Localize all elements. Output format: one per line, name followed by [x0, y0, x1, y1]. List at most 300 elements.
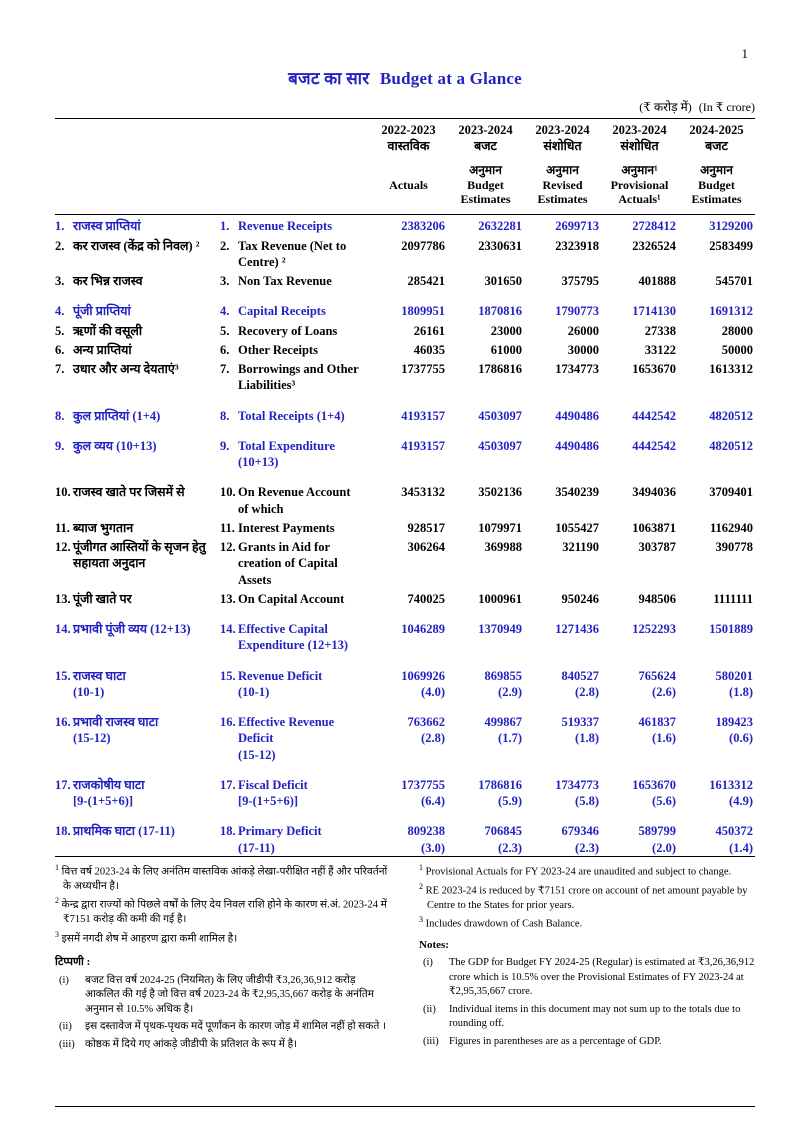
row-label-hindi — [55, 394, 220, 424]
cell — [678, 763, 755, 810]
label-line — [55, 591, 214, 607]
row-number: 4. — [55, 304, 65, 319]
cell-value: 928517 — [407, 520, 445, 535]
row-number: 17. — [55, 777, 71, 792]
note-label: (ii) — [423, 1003, 436, 1015]
cell — [678, 588, 755, 607]
cell — [601, 588, 678, 607]
cell — [524, 763, 601, 810]
cell-value: 189423 — [715, 715, 753, 730]
label-line — [220, 303, 364, 319]
cell-value: 4503097 — [478, 438, 522, 453]
cell-value: 4820512 — [709, 438, 753, 453]
row-label-english — [220, 470, 370, 517]
row-number: 18. — [220, 824, 236, 839]
cell-value: 390778 — [715, 540, 753, 555]
label-line — [220, 408, 364, 424]
footnote-item: $^2$ केन्द्र द्वारा राज्यों को पिछले वर्षों के लिए देय निवल राशि होने के कारण सं.अं. 2023-24 में ₹7151 करोड़ की कमी की गई है। — [55, 896, 387, 926]
column-header — [524, 119, 601, 215]
cell-value: 679346 — [561, 824, 599, 839]
footnote-marker: 2 — [419, 881, 423, 891]
row-label-english — [220, 289, 370, 319]
row-number: 12. — [220, 540, 236, 555]
column-hindi-sublabel: अनुमान — [700, 162, 733, 177]
cell — [524, 588, 601, 607]
column-subheader — [526, 163, 599, 207]
label-line — [220, 323, 364, 339]
cell — [601, 470, 678, 517]
cell-value: 4820512 — [709, 408, 753, 423]
row-number: 3. — [55, 274, 65, 289]
label-text: Fiscal Deficit — [238, 777, 308, 792]
cell — [678, 235, 755, 271]
cell — [678, 654, 755, 701]
cell-value: 809238 — [407, 824, 445, 839]
row-label-english — [220, 270, 370, 289]
cell-value: 706845 — [484, 824, 522, 839]
note-label: (i) — [59, 974, 69, 986]
table-row — [55, 809, 755, 856]
label-text: Effective Capital Expenditure (12+13) — [238, 622, 349, 653]
cell-percent-of-gdp: (4.0) — [421, 684, 445, 699]
cell — [678, 470, 755, 517]
label-text: Primary Deficit — [238, 824, 322, 839]
cell-value: 519337 — [561, 715, 599, 730]
cell — [370, 536, 447, 588]
cell-value: 1501889 — [709, 622, 753, 637]
cell — [601, 339, 678, 358]
cell — [370, 517, 447, 536]
cell-value: 740025 — [407, 591, 445, 606]
cell — [447, 358, 524, 394]
cell — [524, 235, 601, 271]
label-text: राजस्व खाते पर जिसमें से — [73, 485, 185, 500]
row-label-hindi — [55, 763, 220, 810]
label-line — [55, 342, 214, 358]
footnote-item: $^3$ Includes drawdown of Cash Balance. — [419, 915, 583, 930]
cell-value: 1370949 — [478, 622, 522, 637]
cell-value: 1613312 — [709, 777, 753, 792]
label-text: Effective Revenue Deficit — [238, 715, 335, 746]
label-line — [55, 621, 214, 637]
label-text: On Revenue Account of which — [238, 485, 351, 516]
cell-percent-of-gdp: (0.6) — [729, 731, 753, 746]
footnote-marker: 1 — [55, 862, 59, 872]
cell-percent-of-gdp: (2.3) — [498, 840, 522, 855]
cell-percent-of-gdp: (5.6) — [652, 794, 676, 809]
cell — [447, 394, 524, 424]
row-label-hindi — [55, 339, 220, 358]
row-number: 1. — [55, 219, 65, 234]
row-label-hindi — [55, 235, 220, 271]
note-text: Figures in parentheses are as a percentage of GDP. — [449, 1035, 662, 1047]
row-label-hindi — [55, 654, 220, 701]
cell — [447, 700, 524, 763]
cell-value: 4503097 — [478, 408, 522, 423]
label-formula: (15-12) — [238, 747, 276, 762]
cell — [601, 763, 678, 810]
row-number: 9. — [55, 438, 65, 453]
cell-value: 26000 — [567, 323, 599, 338]
label-line — [55, 823, 214, 839]
cell — [447, 607, 524, 654]
column-header — [370, 119, 447, 215]
row-label-english — [220, 809, 370, 856]
notes-heading: टिप्पणी : — [55, 955, 91, 968]
cell-value: 2323918 — [555, 238, 599, 253]
cell-value: 50000 — [721, 342, 753, 357]
unit-note — [55, 98, 755, 115]
cell — [370, 607, 447, 654]
column-hindi-label: संशोधित — [620, 139, 659, 154]
cell-value: 1653670 — [632, 777, 676, 792]
row-number: 13. — [55, 591, 71, 606]
cell — [370, 235, 447, 271]
cell-value: 2699713 — [555, 219, 599, 234]
cell — [601, 235, 678, 271]
cell-value: 2383206 — [401, 219, 445, 234]
cell-value: 61000 — [490, 342, 522, 357]
row-number: 15. — [220, 668, 236, 683]
label-text: प्रभावी राजस्व घाटा — [73, 715, 159, 730]
cell — [678, 320, 755, 339]
cell-percent-of-gdp: (2.0) — [652, 840, 676, 855]
row-number: 4. — [220, 304, 230, 319]
table-row — [55, 215, 755, 235]
cell-value: 1737755 — [401, 362, 445, 377]
cell-percent-of-gdp: (4.9) — [729, 794, 753, 809]
cell-value: 321190 — [562, 540, 599, 555]
cell-value: 303787 — [638, 540, 676, 555]
cell — [370, 809, 447, 856]
label-text: Revenue Receipts — [238, 219, 333, 234]
row-label-hindi — [55, 588, 220, 607]
cell — [524, 470, 601, 517]
row-number: 8. — [220, 408, 230, 423]
row-label-hindi — [55, 700, 220, 763]
cell-percent-of-gdp: (1.7) — [498, 731, 522, 746]
note-item — [419, 1003, 755, 1032]
cell — [370, 289, 447, 319]
cell — [601, 424, 678, 471]
column-year: 2024-2025 — [689, 123, 744, 137]
label-formula: (10-1) — [73, 684, 105, 699]
cell-percent-of-gdp: (6.4) — [421, 794, 445, 809]
column-year: 2023-2024 — [612, 123, 667, 137]
column-hindi-sublabel: अनुमान — [469, 162, 502, 177]
column-english-label: Budget Estimates — [460, 177, 511, 206]
footnote-item: $^2$ RE 2023-24 is reduced by ₹7151 crore on account of net amount payable by Centre to the States for prior years. — [419, 881, 748, 911]
note-label: (iii) — [423, 1035, 439, 1047]
label-line — [220, 714, 364, 747]
note-text: इस दस्तावेज में पृथक-पृथक मदें पूर्णांकन के कारण जोड़ में शामिल नहीं हो सकते । — [85, 1021, 386, 1033]
note-item — [55, 1020, 391, 1034]
cell — [447, 424, 524, 471]
column-english-label: Budget Estimates — [691, 177, 742, 206]
row-label-english — [220, 588, 370, 607]
cell — [447, 470, 524, 517]
row-label-english — [220, 394, 370, 424]
label-text: पूंजीगत आस्तियों के सृजन हेतु सहायता अनुदान — [73, 540, 206, 571]
cell — [601, 394, 678, 424]
label-text: Tax Revenue (Net to Centre) ² — [238, 238, 347, 269]
column-header — [678, 119, 755, 215]
label-formula: [9-(1+5+6)] — [73, 794, 134, 809]
table-row — [55, 394, 755, 424]
row-label-hindi — [55, 424, 220, 471]
row-number: 7. — [55, 362, 65, 377]
row-label-hindi — [55, 358, 220, 394]
label-line — [55, 408, 214, 424]
cell — [447, 339, 524, 358]
row-number: 14. — [55, 622, 71, 637]
label-line — [220, 777, 364, 793]
cell — [524, 215, 601, 235]
cell — [678, 358, 755, 394]
cell-value: 401888 — [638, 274, 676, 289]
row-number: 1. — [220, 219, 230, 234]
cell-value: 1111111 — [713, 591, 753, 606]
cell — [524, 517, 601, 536]
label-line — [55, 714, 214, 730]
column-header — [601, 119, 678, 215]
cell — [678, 607, 755, 654]
cell-percent-of-gdp: (5.9) — [498, 794, 522, 809]
label-text: Other Receipts — [238, 342, 318, 357]
label-text: Interest Payments — [238, 520, 335, 535]
column-year: 2023-2024 — [458, 123, 513, 137]
label-line — [55, 668, 214, 684]
cell-value: 1653670 — [632, 362, 676, 377]
label-text: ऋणों की वसूली — [73, 323, 143, 338]
cell — [447, 215, 524, 235]
label-line — [55, 520, 214, 536]
cell — [601, 700, 678, 763]
footnotes-english-column — [419, 862, 755, 1055]
label-line — [220, 238, 364, 271]
row-label-hindi — [55, 320, 220, 339]
row-number: 5. — [220, 323, 230, 338]
row-number: 2. — [55, 238, 65, 253]
cell-value: 4442542 — [632, 408, 676, 423]
cell-value: 763662 — [407, 715, 445, 730]
cell-value: 589799 — [638, 824, 676, 839]
cell-value: 2326524 — [632, 238, 676, 253]
cell-value: 4193157 — [401, 438, 445, 453]
cell-value: 46035 — [413, 342, 445, 357]
column-subheader — [449, 163, 522, 207]
column-hindi-label: बजट — [705, 139, 728, 154]
footnote-item: $^1$ Provisional Actuals for FY 2023-24 are unaudited and subject to change. — [419, 862, 732, 878]
cell-value: 3502136 — [478, 485, 522, 500]
label-text: कुल व्यय (10+13) — [73, 438, 157, 453]
row-label-hindi — [55, 607, 220, 654]
cell-value: 1046289 — [401, 622, 445, 637]
table-row — [55, 235, 755, 271]
cell-value: 1786816 — [478, 777, 522, 792]
row-number: 13. — [220, 591, 236, 606]
note-label: (ii) — [59, 1021, 72, 1033]
label-line — [220, 484, 364, 517]
row-number: 14. — [220, 622, 236, 637]
label-line — [220, 621, 364, 654]
row-label-english — [220, 424, 370, 471]
cell-value: 3453132 — [401, 485, 445, 500]
title-english: Budget at a Glance — [379, 69, 522, 88]
label-text: Revenue Deficit — [238, 668, 323, 683]
cell-value: 1734773 — [555, 777, 599, 792]
cell-value: 30000 — [567, 342, 599, 357]
table-row — [55, 358, 755, 394]
cell — [678, 536, 755, 588]
cell — [370, 424, 447, 471]
row-number: 8. — [55, 408, 65, 423]
row-label-hindi — [55, 215, 220, 235]
note-item — [419, 1035, 755, 1049]
footnote-item: $^1$ वित्त वर्ष 2023-24 के लिए अनंतिम वास्तविक आंकड़े लेखा-परीक्षित नहीं हैं और परिवर्तनों के अध्यधीन है। — [55, 862, 388, 892]
cell-value: 3540239 — [555, 485, 599, 500]
row-number: 15. — [55, 668, 71, 683]
table-row — [55, 700, 755, 763]
header-label-spacer — [55, 119, 370, 215]
cell-value: 3494036 — [632, 485, 676, 500]
cell — [601, 320, 678, 339]
label-text: कर राजस्व (केंद्र को निवल) ² — [73, 238, 200, 253]
cell-value: 23000 — [490, 323, 522, 338]
label-text: उधार और अन्य देयताएं³ — [73, 362, 179, 377]
notes-heading: Notes: — [419, 939, 449, 952]
label-line — [55, 361, 214, 377]
cell-value: 2330631 — [478, 238, 522, 253]
label-text: अन्य प्राप्तियां — [73, 342, 132, 357]
cell-percent-of-gdp: (1.8) — [575, 731, 599, 746]
row-label-hindi — [55, 289, 220, 319]
cell — [524, 654, 601, 701]
cell-value: 1691312 — [709, 304, 753, 319]
unit-note-english: (In ₹ crore) — [698, 100, 755, 114]
label-line — [220, 591, 364, 607]
unit-note-hindi: (₹ करोड़ में) — [639, 100, 692, 114]
column-hindi-sublabel — [372, 163, 445, 178]
table-row — [55, 654, 755, 701]
row-label-english — [220, 607, 370, 654]
cell-value: 2728412 — [632, 219, 676, 234]
cell-value: 1613312 — [709, 362, 753, 377]
label-line — [55, 539, 214, 572]
cell-value: 369988 — [484, 540, 522, 555]
cell-value: 28000 — [721, 323, 753, 338]
row-number: 10. — [220, 485, 236, 500]
cell — [678, 809, 755, 856]
cell-value: 1809951 — [401, 304, 445, 319]
page-title — [55, 66, 755, 89]
cell-value: 1000961 — [478, 591, 522, 606]
row-label-english — [220, 215, 370, 235]
cell — [447, 536, 524, 588]
cell — [447, 235, 524, 271]
row-label-hindi — [55, 809, 220, 856]
column-year: 2022-2023 — [381, 123, 436, 137]
label-line — [220, 520, 364, 536]
label-text: राजकोषीय घाटा — [73, 777, 145, 792]
table-body — [55, 215, 755, 856]
cell-value: 4490486 — [555, 438, 599, 453]
column-subheader — [603, 163, 676, 207]
cell-value: 306264 — [407, 540, 445, 555]
table-row — [55, 763, 755, 810]
column-hindi-sublabel: अनुमान¹ — [621, 162, 658, 177]
label-text: Total Expenditure (10+13) — [238, 438, 335, 470]
cell-value: 461837 — [638, 715, 676, 730]
label-formula: (10-1) — [238, 684, 270, 699]
cell — [678, 424, 755, 471]
cell-value: 2632281 — [478, 219, 522, 234]
footnote-marker: 1 — [419, 862, 423, 872]
column-hindi-sublabel: अनुमान — [546, 162, 579, 177]
footnote-marker: 3 — [55, 929, 59, 939]
cell — [370, 270, 447, 289]
cell-percent-of-gdp: (2.9) — [498, 684, 522, 699]
row-number: 6. — [55, 342, 65, 357]
row-number: 5. — [55, 323, 65, 338]
cell-value: 2097786 — [401, 238, 445, 253]
cell — [678, 517, 755, 536]
note-item — [55, 974, 391, 1017]
cell — [447, 517, 524, 536]
column-hindi-label: बजट — [474, 139, 497, 154]
label-line — [220, 342, 364, 358]
cell-value: 1786816 — [478, 362, 522, 377]
row-label-hindi — [55, 517, 220, 536]
cell — [370, 700, 447, 763]
cell-value: 285421 — [407, 274, 445, 289]
table-row — [55, 607, 755, 654]
label-text: Capital Receipts — [238, 304, 326, 319]
page-bottom-rule — [55, 1106, 755, 1107]
label-line — [55, 323, 214, 339]
column-subheader — [372, 163, 445, 192]
label-line — [220, 218, 364, 234]
row-label-hindi — [55, 270, 220, 289]
cell-percent-of-gdp: (2.6) — [652, 684, 676, 699]
cell-value: 3709401 — [709, 485, 753, 500]
column-english-label: Actuals — [389, 177, 428, 192]
label-line — [220, 273, 364, 289]
label-line — [220, 823, 364, 839]
cell-value: 840527 — [561, 668, 599, 683]
label-text: कुल प्राप्तियां (1+4) — [73, 408, 161, 423]
row-number: 16. — [55, 715, 71, 730]
column-hindi-label: वास्तविक — [387, 139, 430, 154]
table-row — [55, 536, 755, 588]
cell — [370, 763, 447, 810]
label-line — [55, 273, 214, 289]
row-label-english — [220, 536, 370, 588]
cell — [524, 358, 601, 394]
row-label-english — [220, 700, 370, 763]
cell — [524, 607, 601, 654]
cell-value: 4442542 — [632, 438, 676, 453]
label-line — [55, 438, 214, 454]
cell — [370, 588, 447, 607]
cell-value: 869855 — [484, 668, 522, 683]
cell — [447, 320, 524, 339]
row-number: 16. — [220, 715, 236, 730]
cell — [601, 607, 678, 654]
cell-percent-of-gdp: (2.8) — [575, 684, 599, 699]
cell-value: 4490486 — [555, 408, 599, 423]
label-text: Recovery of Loans — [238, 323, 338, 338]
